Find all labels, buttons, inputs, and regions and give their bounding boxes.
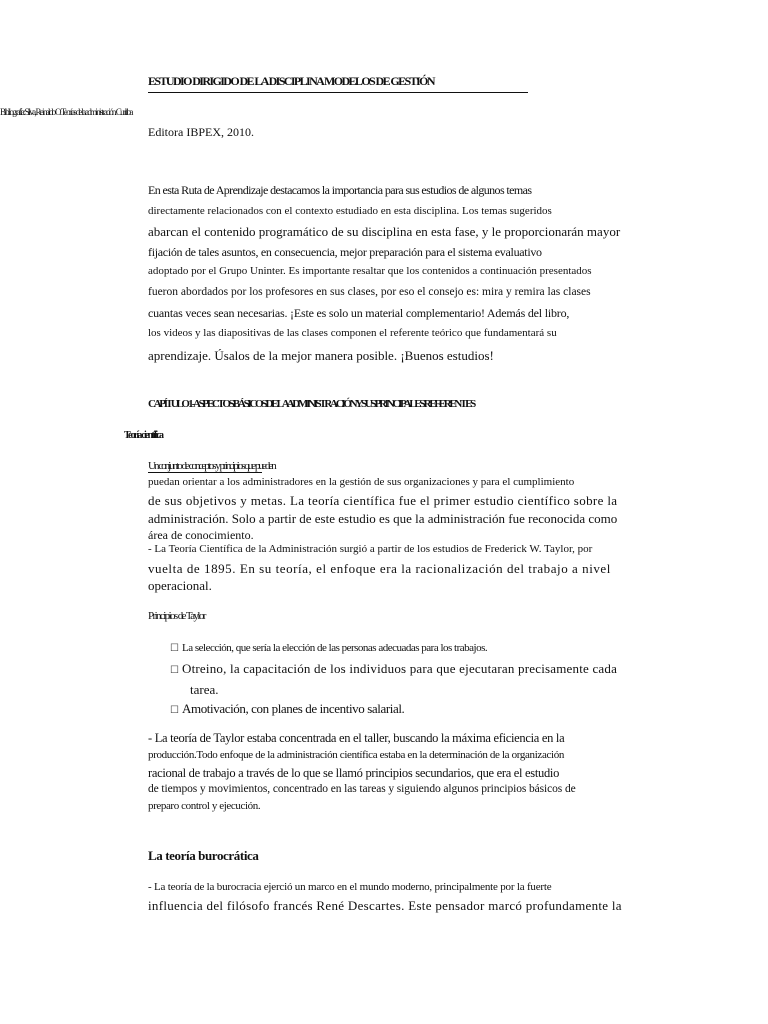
list-item: ☐ Otreino, la capacitación de los individuos para que ejecutaran precisamente cada xyxy=(170,661,618,676)
intro-line: En esta Ruta de Aprendizaje destacamos la importancia para sus estudios de algunos temas xyxy=(148,183,532,197)
intro-line: los videos y las diapositivas de las clases componen el referente teórico que fundamentará su xyxy=(148,327,557,339)
body-line: - La teoría de Taylor estaba concentrada en el taller, buscando la máxima eficiencia en la xyxy=(148,731,565,745)
intro-line: aprendizaje. Úsalos de la mejor manera posible. ¡Buenos estudios! xyxy=(148,348,494,363)
body-line: preparo control y ejecución. xyxy=(148,800,261,812)
intro-line: abarcan el contenido programático de su disciplina en esta fase, y le proporcionarán mayor xyxy=(148,224,621,239)
body-line: vuelta de 1895. En su teoría, el enfoque era la racionalización del trabajo a nivel xyxy=(148,561,611,576)
publisher-line: Editora IBPEX, 2010. xyxy=(148,125,254,139)
intro-line: directamente relacionados con el contexto estudiado en esta disciplina. Los temas sugeridos xyxy=(148,205,552,217)
missing-glyph-icon: ☐ xyxy=(170,643,179,654)
body-line: de tiempos y movimientos, concentrado en las tareas y siguiendo algunos principios básicos de xyxy=(148,783,576,795)
body-line: influencia del filósofo francés René Descartes. Este pensador marcó profundamente la xyxy=(148,898,622,913)
body-line: puedan orientar a los administradores en la gestión de sus organizaciones y para el cumplimiento xyxy=(148,476,575,488)
body-line: de sus objetivos y metas. La teoría científica fue el primer estudio científico sobre la xyxy=(148,493,618,508)
document-title: ESTUDIO DIRIGIDO DE LA DISCIPLINA MODELOS DE GESTIÓN xyxy=(148,74,528,93)
missing-glyph-icon: ☐ xyxy=(170,705,179,716)
subsection-label: Un conjunto de conceptos y principios que pueden xyxy=(148,460,275,472)
list-item: ☐ La selección, que sería la elección de las personas adecuadas para los trabajos. xyxy=(170,642,488,654)
body-line: racional de trabajo a través de lo que se llamó principios secundarios, que era el estudio xyxy=(148,766,560,780)
body-line: producción.Todo enfoque de la administración científica estaba en la determinación de la organización xyxy=(148,749,565,761)
intro-line: adoptado por el Grupo Uninter. Es importante resaltar que los contenidos a continuación presentados xyxy=(148,265,592,277)
intro-line: fueron abordados por los profesores en sus clases, por eso el consejo es: mira y remira las clases xyxy=(148,286,591,298)
body-line: administración. Solo a partir de este estudio es que la administración fue reconocida como xyxy=(148,511,618,526)
body-line: área de conocimiento. xyxy=(148,528,254,542)
body-line: - La Teoría Científica de la Administración surgió a partir de los estudios de Frederick W. Taylor, por xyxy=(148,543,593,555)
chapter-heading: CAPÍTULO 1 - ASPECTOS BÁSICOS DE LA ADMINISTRACIÓN Y SUS PRINCIPALES REFERENTES xyxy=(148,398,474,410)
body-line: operacional. xyxy=(148,578,212,593)
principles-label: Principios de Taylor xyxy=(148,610,205,622)
bureaucratic-heading: La teoría burocrática xyxy=(148,848,259,863)
bibliography-reference: Bibliografía: Silva, Reinaldo O. Teorías de la administración. Curitiba xyxy=(0,107,132,117)
body-line: - La teoría de la burocracia ejerció un marco en el mundo moderno, principalmente por la fuerte xyxy=(148,881,552,893)
intro-line: cuantas veces sean necesarias. ¡Este es solo un material complementario! Además del libro, xyxy=(148,306,570,320)
list-item-continuation: tarea. xyxy=(190,682,219,697)
section-label: Teoría científica xyxy=(124,430,163,441)
missing-glyph-icon: ☐ xyxy=(170,665,180,676)
list-item: ☐ Amotivación, con planes de incentivo salarial. xyxy=(170,701,405,716)
intro-line: fijación de tales asuntos, en consecuencia, mejor preparación para el sistema evaluativo xyxy=(148,245,542,259)
